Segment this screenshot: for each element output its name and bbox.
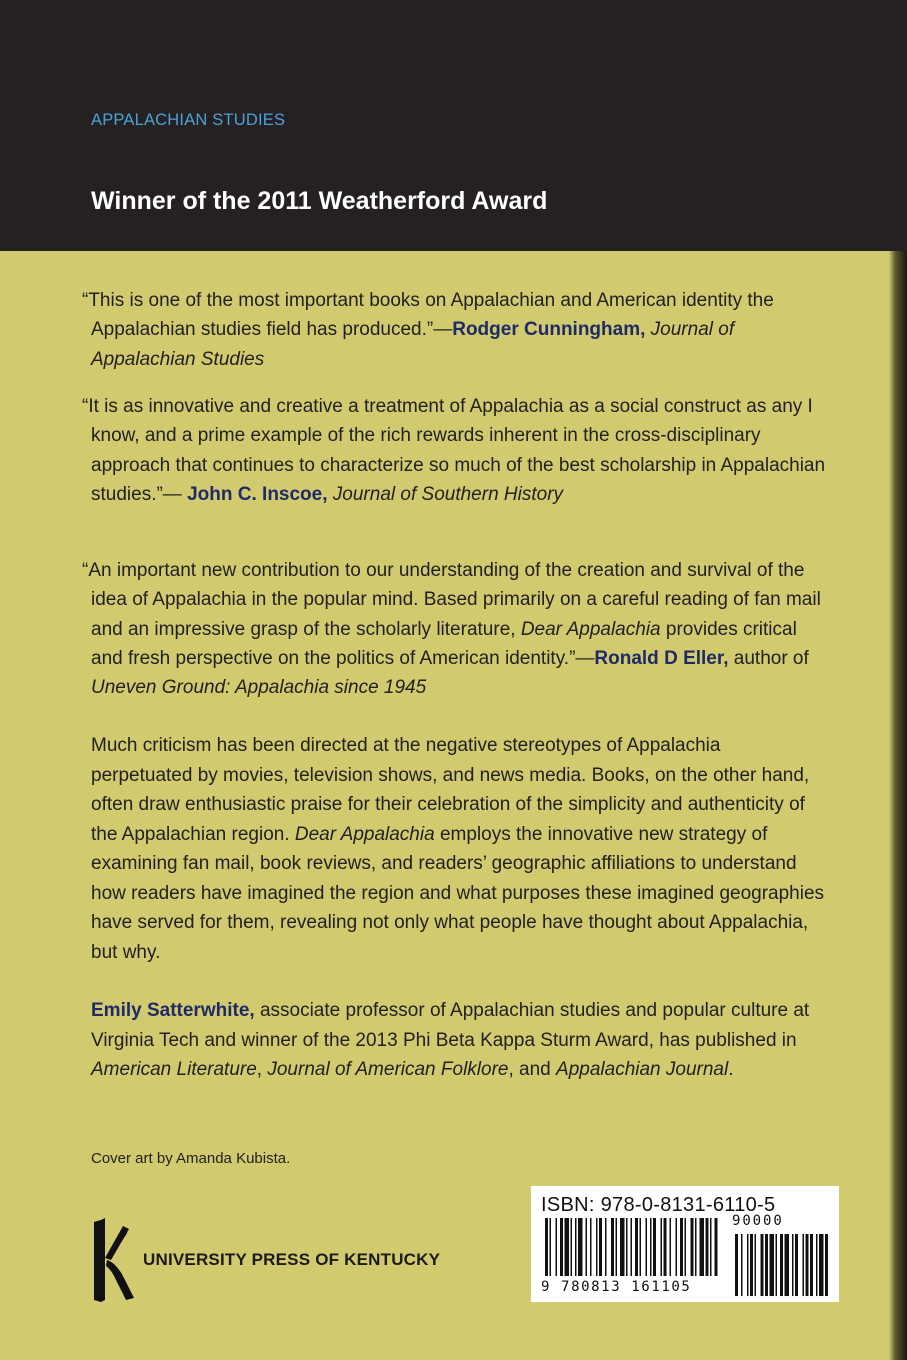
description-before: Much criticism has been directed at the negative stereotypes of Appalachia perpetuated by movies, television shows, and news media. Books, on the other hand, often draw enthusiastic praise for their celebration of the simplicity and authenticity of the Appalachian region. [91, 735, 810, 845]
bio-separator-2: , and [508, 1059, 557, 1080]
description-after: employs the innovative new strategy of examining fan mail, book reviews, and readers’ geographic affiliations to understand how readers have imagined the region and what purposes these imagined geographies have served for them, revealing not only what people have thought about Appalachia, but why. [91, 823, 825, 963]
quote-text: “This is one of the most important books on Appalachian and American identity the Appalachian studies field has produced.”— [82, 290, 774, 341]
quote-text: “It is as innovative and creative a treatment of Appalachia as a social construct as any I know, and a prime example of the rich rewards inherent in the cross-disciplinary approach that continues to characterize so much of the best scholarship in Appalachian studies.”— [82, 396, 826, 505]
header-band [0, 0, 907, 251]
quote-author: Ronald D Eller, [594, 647, 729, 669]
bio-author-name: Emily Satterwhite, [91, 1000, 255, 1021]
bio-publication-3: Appalachian Journal [556, 1059, 729, 1080]
bio-publication-2: Journal of American Folklore [267, 1059, 509, 1080]
quote-source: Journal of Appalachian Studies [91, 319, 735, 370]
publisher-name: UNIVERSITY PRESS OF KENTUCKY [143, 1250, 441, 1269]
blurb-quote-3 [82, 556, 821, 702]
barcode-box [531, 1186, 839, 1302]
kentucky-k-logo-icon [90, 1216, 136, 1304]
bio-text: associate professor of Appalachian studies and popular culture at Virginia Tech and winner of the 2013 Phi Beta Kappa Sturm Award, has published in [91, 1000, 810, 1051]
bio-separator-1: , [256, 1059, 268, 1080]
book-description [91, 731, 826, 967]
bio-end: . [728, 1059, 734, 1080]
quote-author: Rodger Cunningham, [452, 319, 646, 341]
quote-text-before: “An important new contribution to our understanding of the creation and survival of the idea of Appalachia in the popular mind. Based primarily on a careful reading of fan mail and an impressive grasp of the scholarly literature, [82, 560, 821, 640]
barcode-addon-number: 90000 [732, 1213, 784, 1229]
isbn-label: ISBN: 978-0-8131-6110-5 [541, 1194, 776, 1216]
quote-author: John C. Inscoe, [187, 483, 328, 505]
quote-book-title: Dear Appalachia [520, 618, 661, 640]
award-heading: Winner of the 2011 Weatherford Award [91, 187, 548, 215]
quote-text-after: provides critical and fresh perspective on the politics of American identity.”— [91, 618, 797, 669]
bio-publication-1: American Literature [91, 1059, 257, 1080]
series-label: APPALACHIAN STUDIES [91, 111, 286, 129]
spine-edge [889, 251, 907, 1360]
author-bio [91, 996, 826, 1085]
blurb-quote-1 [82, 286, 831, 374]
description-title: Dear Appalachia [294, 823, 435, 845]
quote-source: Uneven Ground: Appalachia since 1945 [91, 677, 427, 699]
cover-art-credit: Cover art by Amanda Kubista. [91, 1150, 291, 1167]
quote-source: Journal of Southern History [332, 483, 564, 505]
quote-source-prefix: author of [728, 647, 809, 669]
barcode-number: 9 780813 161105 [541, 1279, 692, 1295]
blurb-quote-2 [82, 392, 831, 509]
